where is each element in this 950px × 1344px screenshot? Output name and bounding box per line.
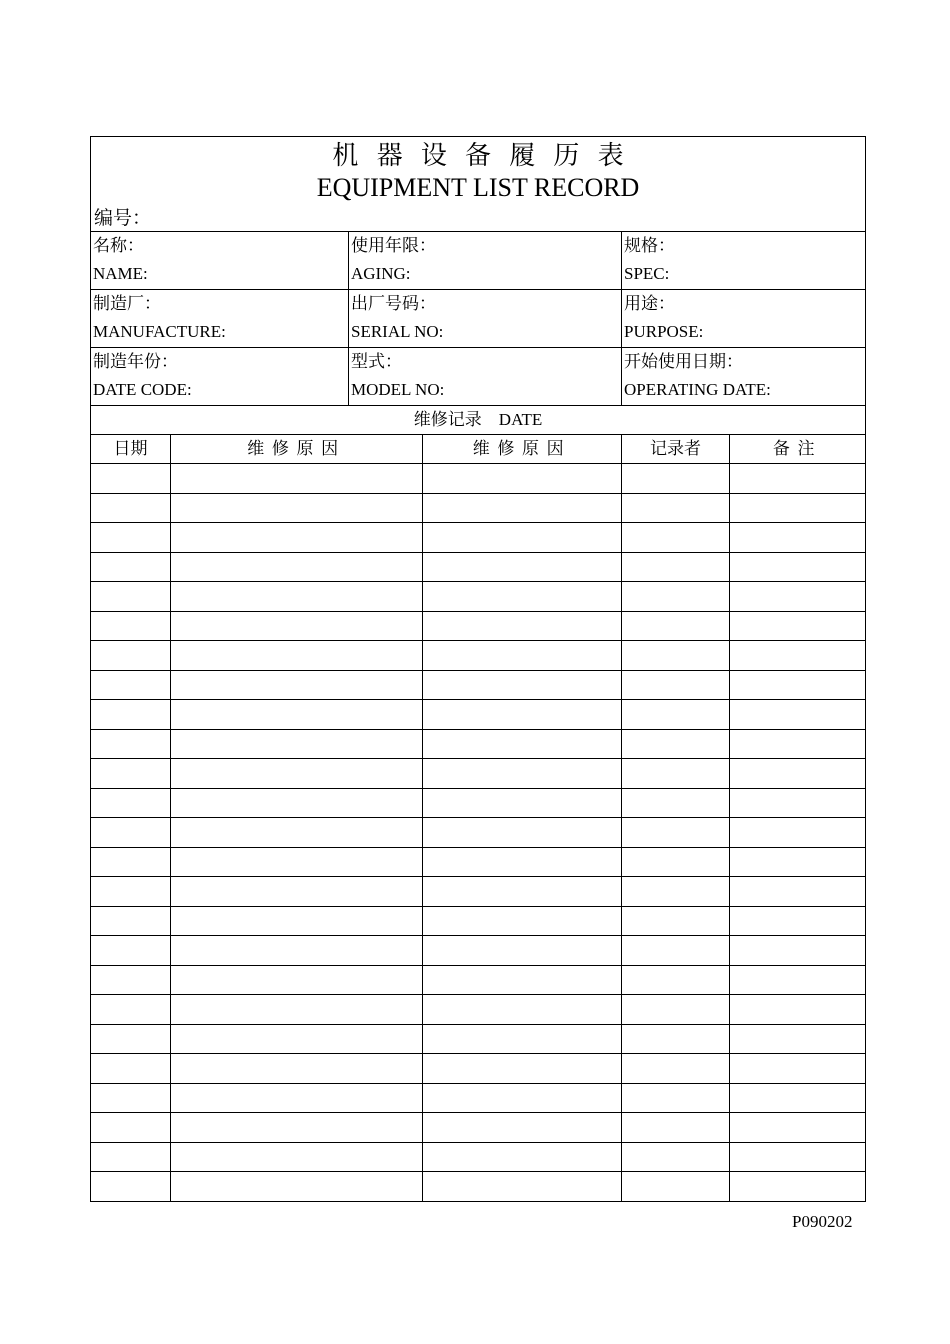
recorder-cell[interactable] <box>622 464 730 494</box>
date-cell[interactable] <box>91 877 171 907</box>
date-cell[interactable] <box>91 552 171 582</box>
reason-cell-2[interactable] <box>423 611 622 641</box>
date-cell[interactable] <box>91 847 171 877</box>
model-no-field[interactable]: 型式： MODEL NO: <box>349 348 622 406</box>
reason-cell-1[interactable] <box>171 818 423 848</box>
col-header-reason-1: 维修原因 <box>171 435 423 464</box>
reason-cell-1[interactable] <box>171 641 423 671</box>
recorder-cell[interactable] <box>622 759 730 789</box>
table-row <box>91 611 866 641</box>
reason-cell-1[interactable] <box>171 552 423 582</box>
table-row <box>91 965 866 995</box>
col-header-reason-2: 维修原因 <box>423 435 622 464</box>
reason-cell-2[interactable] <box>423 552 622 582</box>
reason-cell-2[interactable] <box>423 729 622 759</box>
remarks-cell[interactable] <box>730 965 866 995</box>
date-cell[interactable] <box>91 493 171 523</box>
recorder-cell[interactable] <box>622 1024 730 1054</box>
reason-cell-1[interactable] <box>171 729 423 759</box>
table-row <box>91 464 866 494</box>
recorder-cell[interactable] <box>622 641 730 671</box>
recorder-cell[interactable] <box>622 1172 730 1202</box>
recorder-cell[interactable] <box>622 1142 730 1172</box>
reason-cell-1[interactable] <box>171 788 423 818</box>
remarks-cell[interactable] <box>730 788 866 818</box>
recorder-cell[interactable] <box>622 1113 730 1143</box>
remarks-cell[interactable] <box>730 1024 866 1054</box>
date-cell[interactable] <box>91 1113 171 1143</box>
recorder-cell[interactable] <box>622 877 730 907</box>
equipment-record-form <box>90 136 865 1202</box>
table-row <box>91 729 866 759</box>
reason-cell-1[interactable] <box>171 877 423 907</box>
remarks-cell[interactable] <box>730 670 866 700</box>
recorder-cell[interactable] <box>622 965 730 995</box>
table-row <box>91 641 866 671</box>
reason-cell-1[interactable] <box>171 1142 423 1172</box>
remarks-cell[interactable] <box>730 611 866 641</box>
reason-cell-1[interactable] <box>171 936 423 966</box>
reason-cell-2[interactable] <box>423 1172 622 1202</box>
date-cell[interactable] <box>91 1083 171 1113</box>
date-cell[interactable] <box>91 818 171 848</box>
reason-cell-1[interactable] <box>171 670 423 700</box>
recorder-cell[interactable] <box>622 670 730 700</box>
recorder-cell[interactable] <box>622 493 730 523</box>
date-cell[interactable] <box>91 906 171 936</box>
reason-cell-2[interactable] <box>423 1113 622 1143</box>
reason-cell-2[interactable] <box>423 582 622 612</box>
reason-cell-2[interactable] <box>423 788 622 818</box>
remarks-cell[interactable] <box>730 729 866 759</box>
recorder-cell[interactable] <box>622 936 730 966</box>
table-row <box>91 1113 866 1143</box>
reason-cell-2[interactable] <box>423 995 622 1025</box>
section-title: 维修记录 DATE <box>91 406 866 435</box>
table-row <box>91 1083 866 1113</box>
table-row <box>91 1054 866 1084</box>
recorder-cell[interactable] <box>622 995 730 1025</box>
date-cell[interactable] <box>91 700 171 730</box>
date-cell[interactable] <box>91 729 171 759</box>
info-row-3 <box>91 348 866 406</box>
reason-cell-2[interactable] <box>423 759 622 789</box>
remarks-cell[interactable] <box>730 464 866 494</box>
recorder-cell[interactable] <box>622 788 730 818</box>
reason-cell-1[interactable] <box>171 1113 423 1143</box>
reason-cell-2[interactable] <box>423 965 622 995</box>
remarks-cell[interactable] <box>730 1054 866 1084</box>
recorder-cell[interactable] <box>622 1054 730 1084</box>
date-cell[interactable] <box>91 641 171 671</box>
recorder-cell[interactable] <box>622 1083 730 1113</box>
reason-cell-2[interactable] <box>423 670 622 700</box>
reason-cell-2[interactable] <box>423 1024 622 1054</box>
recorder-cell[interactable] <box>622 847 730 877</box>
remarks-cell[interactable] <box>730 906 866 936</box>
table-row <box>91 906 866 936</box>
table-row <box>91 582 866 612</box>
reason-cell-2[interactable] <box>423 818 622 848</box>
reason-cell-2[interactable] <box>423 877 622 907</box>
serial-no-field[interactable]: 出厂号码： SERIAL NO: <box>349 290 622 348</box>
table-row <box>91 877 866 907</box>
table-row <box>91 1172 866 1202</box>
reason-cell-1[interactable] <box>171 906 423 936</box>
manufacture-field[interactable]: 制造厂： MANUFACTURE: <box>91 290 349 348</box>
aging-field[interactable]: 使用年限： AGING: <box>349 232 622 290</box>
column-header-row <box>91 435 866 464</box>
table-row <box>91 493 866 523</box>
reason-cell-1[interactable] <box>171 847 423 877</box>
reason-cell-1[interactable] <box>171 995 423 1025</box>
remarks-cell[interactable] <box>730 523 866 553</box>
reason-cell-2[interactable] <box>423 523 622 553</box>
table-row <box>91 995 866 1025</box>
table-row <box>91 788 866 818</box>
table-row <box>91 847 866 877</box>
remarks-cell[interactable] <box>730 552 866 582</box>
remarks-cell[interactable] <box>730 700 866 730</box>
reason-cell-1[interactable] <box>171 1083 423 1113</box>
remarks-cell[interactable] <box>730 1083 866 1113</box>
remarks-cell[interactable] <box>730 759 866 789</box>
date-cell[interactable] <box>91 995 171 1025</box>
remarks-cell[interactable] <box>730 1172 866 1202</box>
page-title-en: EQUIPMENT LIST RECORD <box>316 173 640 202</box>
reason-cell-1[interactable] <box>171 464 423 494</box>
reason-cell-1[interactable] <box>171 759 423 789</box>
reason-cell-1[interactable] <box>171 523 423 553</box>
date-cell[interactable] <box>91 759 171 789</box>
col-header-date: 日期 <box>91 435 171 464</box>
recorder-cell[interactable] <box>622 906 730 936</box>
reason-cell-1[interactable] <box>171 1024 423 1054</box>
table-row <box>91 670 866 700</box>
recorder-cell[interactable] <box>622 818 730 848</box>
purpose-field[interactable]: 用途： PURPOSE: <box>622 290 866 348</box>
recorder-cell[interactable] <box>622 729 730 759</box>
form-code: P090202 <box>792 1212 853 1231</box>
remarks-cell[interactable] <box>730 847 866 877</box>
date-cell[interactable] <box>91 1024 171 1054</box>
recorder-cell[interactable] <box>622 552 730 582</box>
table-row <box>91 552 866 582</box>
col-header-remarks: 备注 <box>730 435 866 464</box>
name-field[interactable]: 名称： NAME: <box>91 232 349 290</box>
info-row-1 <box>91 232 866 290</box>
table-row <box>91 523 866 553</box>
spec-field[interactable]: 规格： SPEC: <box>622 232 866 290</box>
remarks-cell[interactable] <box>730 1142 866 1172</box>
remarks-cell[interactable] <box>730 818 866 848</box>
date-cell[interactable] <box>91 523 171 553</box>
reason-cell-2[interactable] <box>423 847 622 877</box>
reason-cell-2[interactable] <box>423 464 622 494</box>
reason-cell-1[interactable] <box>171 611 423 641</box>
table-row <box>91 936 866 966</box>
date-cell[interactable] <box>91 965 171 995</box>
reason-cell-1[interactable] <box>171 1054 423 1084</box>
page-title-cn: 机器设备履历表 <box>332 141 642 170</box>
date-cell[interactable] <box>91 936 171 966</box>
remarks-cell[interactable] <box>730 936 866 966</box>
remarks-cell[interactable] <box>730 995 866 1025</box>
reason-cell-1[interactable] <box>171 965 423 995</box>
reason-cell-2[interactable] <box>423 493 622 523</box>
table-row <box>91 1024 866 1054</box>
title-cell <box>91 137 866 232</box>
date-cell[interactable] <box>91 611 171 641</box>
recorder-cell[interactable] <box>622 523 730 553</box>
reason-cell-1[interactable] <box>171 582 423 612</box>
remarks-cell[interactable] <box>730 1113 866 1143</box>
reason-cell-2[interactable] <box>423 1142 622 1172</box>
reason-cell-2[interactable] <box>423 700 622 730</box>
recorder-cell[interactable] <box>622 611 730 641</box>
reason-cell-1[interactable] <box>171 493 423 523</box>
remarks-cell[interactable] <box>730 641 866 671</box>
date-cell[interactable] <box>91 788 171 818</box>
reason-cell-2[interactable] <box>423 1083 622 1113</box>
date-cell[interactable] <box>91 464 171 494</box>
date-cell[interactable] <box>91 670 171 700</box>
reason-cell-2[interactable] <box>423 906 622 936</box>
remarks-cell[interactable] <box>730 493 866 523</box>
info-row-2 <box>91 290 866 348</box>
col-header-recorder: 记录者 <box>622 435 730 464</box>
date-cell[interactable] <box>91 582 171 612</box>
remarks-cell[interactable] <box>730 877 866 907</box>
date-cell[interactable] <box>91 1054 171 1084</box>
operating-date-field[interactable]: 开始使用日期： OPERATING DATE: <box>622 348 866 406</box>
date-cell[interactable] <box>91 1172 171 1202</box>
reason-cell-1[interactable] <box>171 1172 423 1202</box>
table-row <box>91 759 866 789</box>
recorder-cell[interactable] <box>622 700 730 730</box>
date-code-field[interactable]: 制造年份： DATE CODE: <box>91 348 349 406</box>
serial-number-label: 编号： <box>94 208 152 229</box>
reason-cell-2[interactable] <box>423 641 622 671</box>
record-rows <box>91 464 866 1202</box>
table-row <box>91 1142 866 1172</box>
reason-cell-2[interactable] <box>423 936 622 966</box>
table-row <box>91 818 866 848</box>
reason-cell-2[interactable] <box>423 1054 622 1084</box>
reason-cell-1[interactable] <box>171 700 423 730</box>
recorder-cell[interactable] <box>622 582 730 612</box>
date-cell[interactable] <box>91 1142 171 1172</box>
remarks-cell[interactable] <box>730 582 866 612</box>
record-table <box>90 136 866 1202</box>
table-row <box>91 700 866 730</box>
